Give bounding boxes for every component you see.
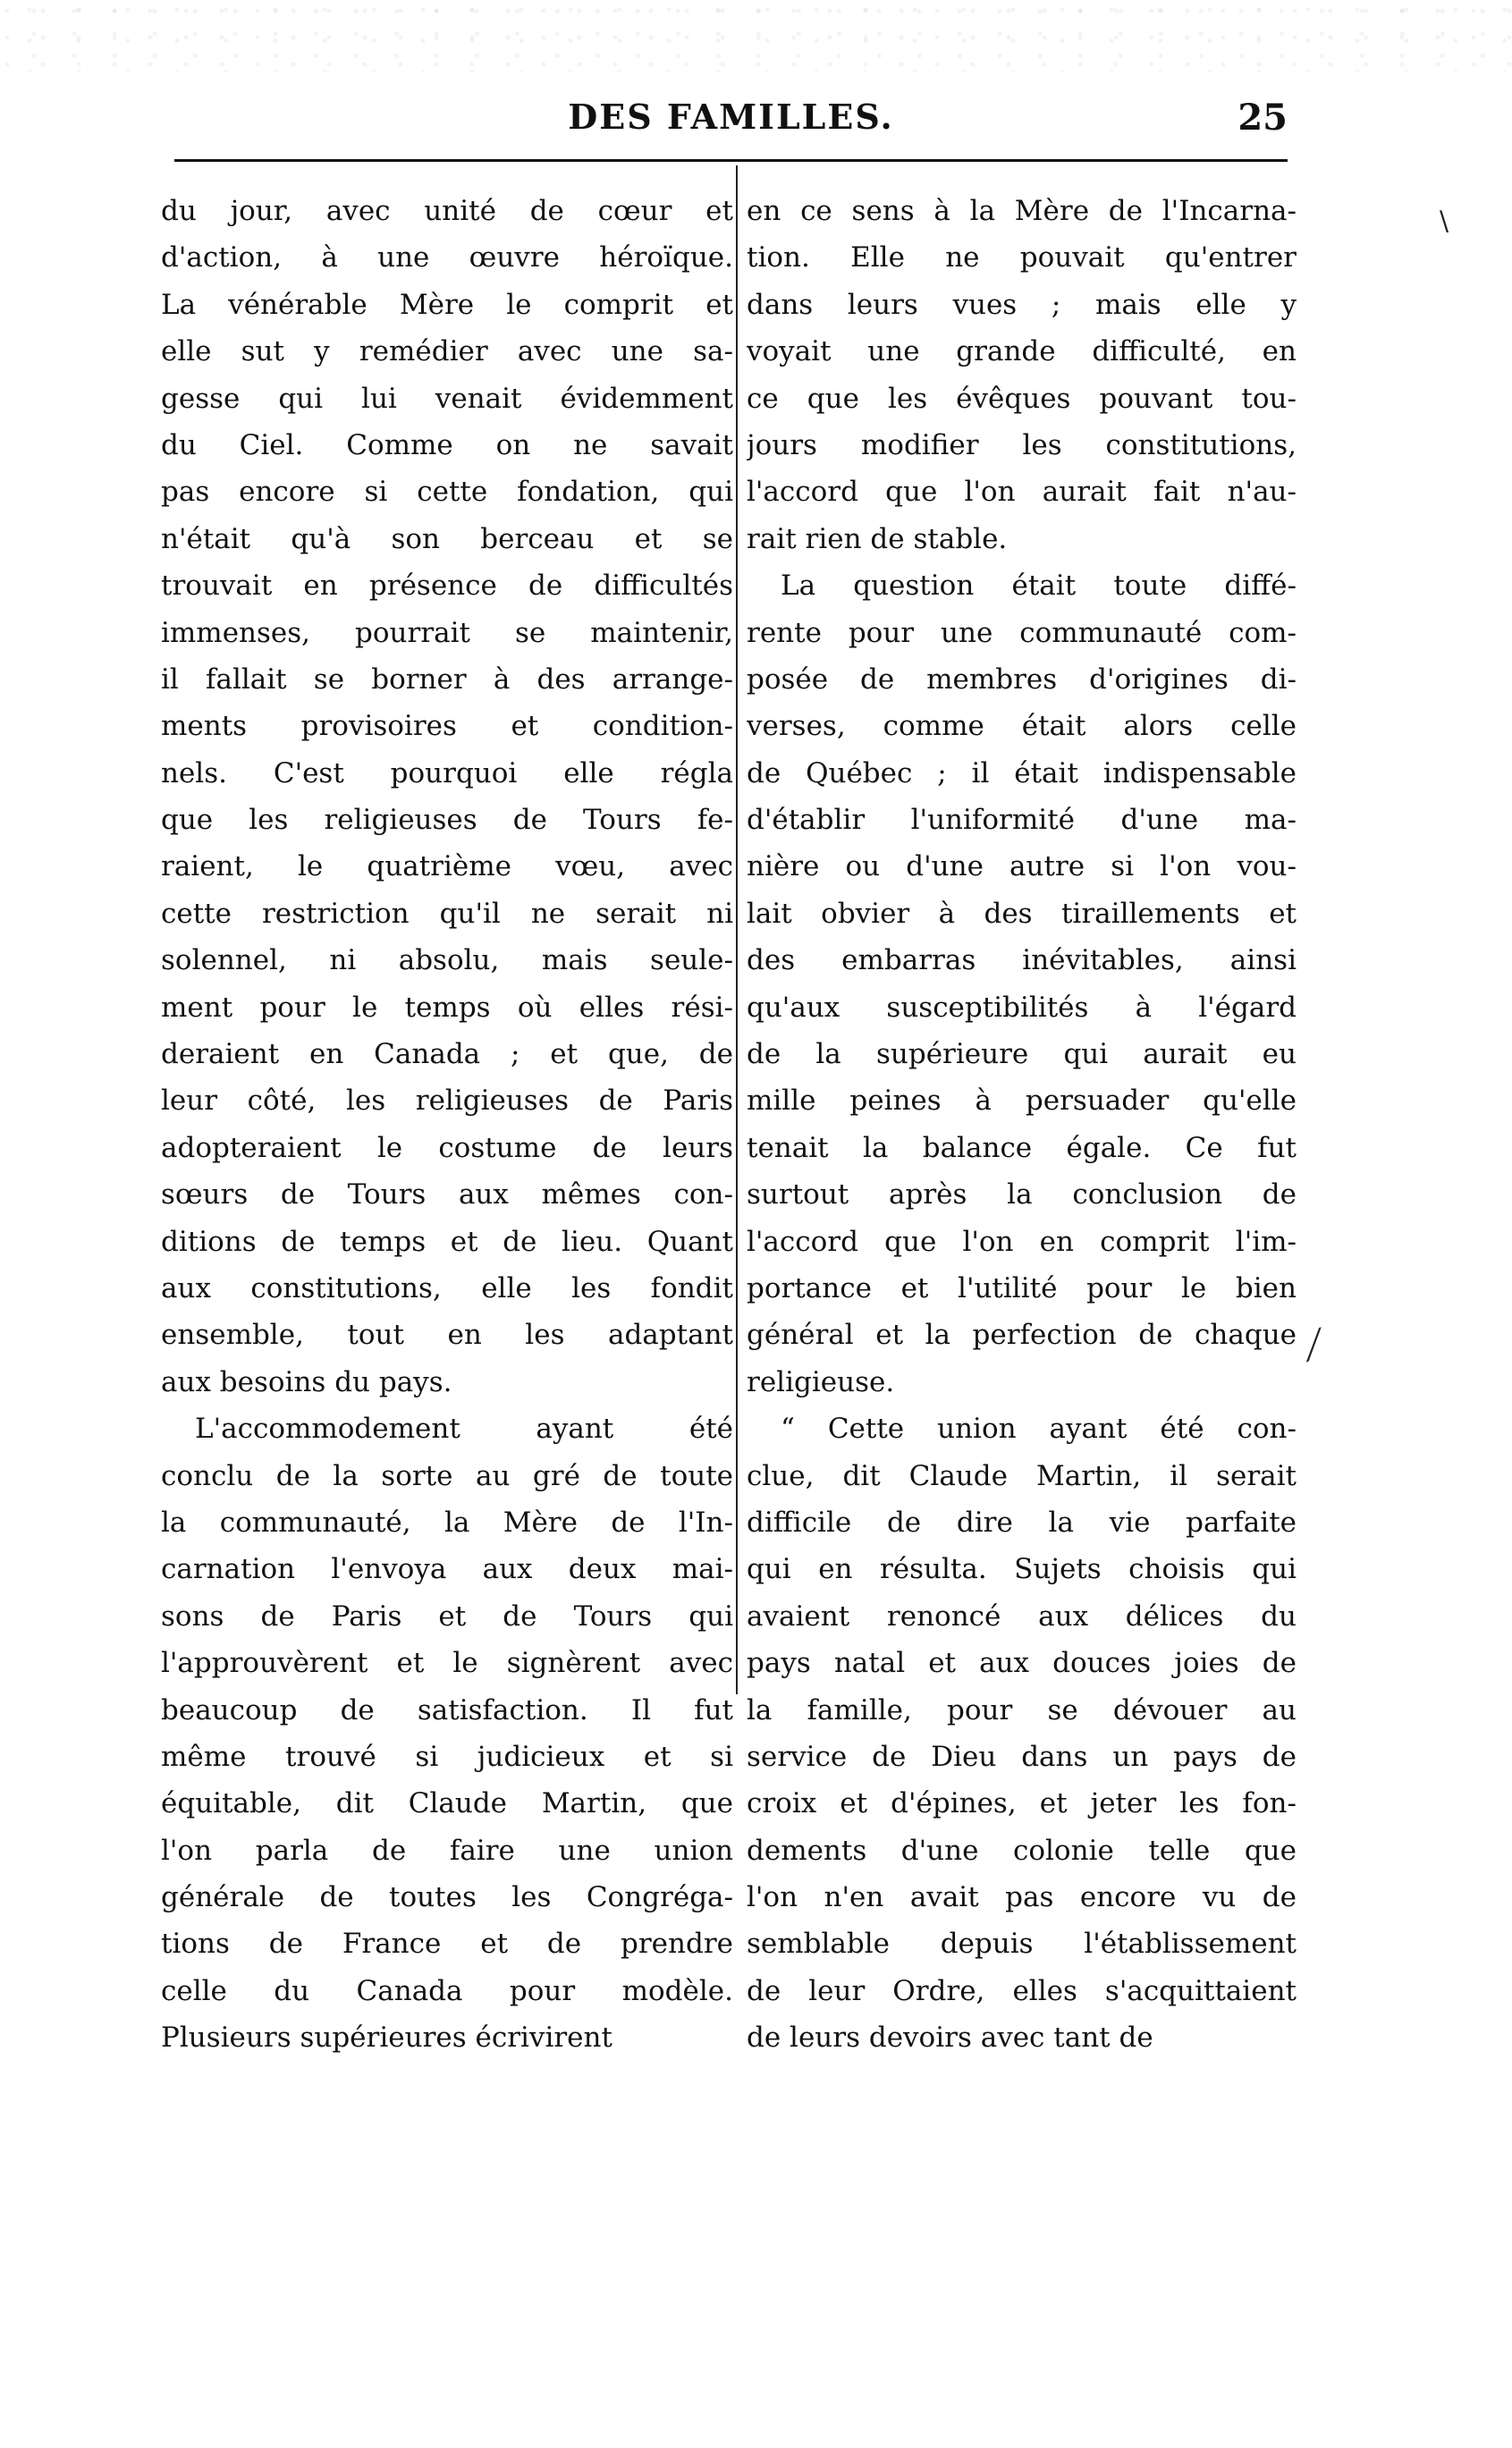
text-line: rente pour une communauté com- xyxy=(747,616,1297,649)
text-line: tions de France et de prendre xyxy=(161,1928,733,1961)
text-line: n'était qu'à son berceau et se xyxy=(161,522,733,555)
text-line: mille peines à persuader qu'elle xyxy=(747,1085,1297,1118)
text-line: aux constitutions, elle les fondit xyxy=(161,1271,733,1304)
text-line: ce que les évêques pouvant tou- xyxy=(747,382,1297,415)
text-line: “ Cette union ayant été con- xyxy=(781,1413,1297,1446)
text-line: celle du Canada pour modèle. xyxy=(161,1974,733,2007)
text-line: qu'aux susceptibilités à l'égard xyxy=(747,991,1297,1024)
text-line: beaucoup de satisfaction. Il fut xyxy=(161,1693,733,1726)
text-line: de leurs devoirs avec tant de xyxy=(747,2022,1153,2055)
text-line: ditions de temps et de lieu. Quant xyxy=(161,1225,733,1258)
text-line: L'accommodement ayant été xyxy=(195,1413,733,1446)
text-line: La question était toute diffé- xyxy=(781,570,1297,603)
text-line: l'accord que l'on aurait fait n'au- xyxy=(747,476,1297,509)
text-line: d'action, à une œuvre héroïque. xyxy=(161,241,733,274)
text-line: l'on n'en avait pas encore vu de xyxy=(747,1881,1297,1914)
page-number: 25 xyxy=(1237,97,1288,139)
text-line: tion. Elle ne pouvait qu'entrer xyxy=(747,241,1297,274)
left-column xyxy=(161,188,733,2062)
text-line: ments provisoires et condition- xyxy=(161,710,733,743)
text-line: d'établir l'uniformité d'une ma- xyxy=(747,804,1297,837)
text-line: même trouvé si judicieux et si xyxy=(161,1740,733,1773)
text-line: lait obvier à des tiraillements et xyxy=(747,897,1297,930)
text-line: pas encore si cette fondation, qui xyxy=(161,476,733,509)
text-line: semblable depuis l'établissement xyxy=(747,1928,1297,1961)
scan-noise xyxy=(0,0,1512,72)
text-line: de leur Ordre, elles s'acquittaient xyxy=(747,1974,1297,2007)
text-line: posée de membres d'origines di- xyxy=(747,663,1297,696)
header-rule xyxy=(174,159,1288,162)
running-title: DES FAMILLES. xyxy=(568,97,894,137)
page-header xyxy=(174,97,1288,159)
text-line: dans leurs vues ; mais elle y xyxy=(747,288,1297,321)
text-line: sœurs de Tours aux mêmes con- xyxy=(161,1178,733,1211)
text-line: qui en résulta. Sujets choisis qui xyxy=(747,1553,1297,1586)
text-line: la communauté, la Mère de l'In- xyxy=(161,1506,733,1539)
text-line: conclu de la sorte au gré de toute xyxy=(161,1459,733,1492)
text-line: clue, dit Claude Martin, il serait xyxy=(747,1459,1297,1492)
text-line: tenait la balance égale. Ce fut xyxy=(747,1131,1297,1164)
text-line: verses, comme était alors celle xyxy=(747,710,1297,743)
text-line: général et la perfection de chaque xyxy=(747,1319,1297,1352)
text-line: rait rien de stable. xyxy=(747,522,1008,555)
text-line: raient, le quatrième vœu, avec xyxy=(161,850,733,883)
text-line: ensemble, tout en les adaptant xyxy=(161,1319,733,1352)
text-line: service de Dieu dans un pays de xyxy=(747,1740,1297,1773)
text-line: portance et l'utilité pour le bien xyxy=(747,1271,1297,1304)
text-line: pays natal et aux douces joies de xyxy=(747,1647,1297,1680)
text-line: croix et d'épines, et jeter les fon- xyxy=(747,1787,1297,1820)
text-line: sons de Paris et de Tours qui xyxy=(161,1600,733,1633)
text-line: nière ou d'une autre si l'on vou- xyxy=(747,850,1297,883)
text-line: voyait une grande difficulté, en xyxy=(747,335,1297,368)
text-line: trouvait en présence de difficultés xyxy=(161,570,733,603)
text-line: solennel, ni absolu, mais seule- xyxy=(161,944,733,977)
text-line: équitable, dit Claude Martin, que xyxy=(161,1787,733,1820)
text-line: surtout après la conclusion de xyxy=(747,1178,1297,1211)
column-divider xyxy=(736,165,738,1694)
right-column xyxy=(747,188,1297,2062)
text-line: immenses, pourrait se maintenir, xyxy=(161,616,733,649)
text-line: de Québec ; il était indispensable xyxy=(747,756,1297,789)
text-line: jours modifier les constitutions, xyxy=(747,428,1297,461)
text-line: religieuse. xyxy=(747,1365,895,1398)
pen-stroke-mark: ⟋ xyxy=(1294,1320,1334,1371)
text-line: La vénérable Mère le comprit et xyxy=(161,288,733,321)
text-line: deraient en Canada ; et que, de xyxy=(161,1038,733,1071)
text-line: Plusieurs supérieures écrivirent xyxy=(161,2022,612,2055)
text-line: leur côté, les religieuses de Paris xyxy=(161,1085,733,1118)
text-line: la famille, pour se dévouer au xyxy=(747,1693,1297,1726)
text-line: du Ciel. Comme on ne savait xyxy=(161,428,733,461)
text-line: l'approuvèrent et le signèrent avec xyxy=(161,1647,733,1680)
text-line: l'on parla de faire une union xyxy=(161,1834,733,1867)
text-line: l'accord que l'on en comprit l'im- xyxy=(747,1225,1297,1258)
text-line: avaient renoncé aux délices du xyxy=(747,1600,1297,1633)
text-line: gesse qui lui venait évidemment xyxy=(161,382,733,415)
text-line: il fallait se borner à des arrange- xyxy=(161,663,733,696)
text-line: elle sut y remédier avec une sa- xyxy=(161,335,733,368)
text-line: nels. C'est pourquoi elle régla xyxy=(161,756,733,789)
text-line: générale de toutes les Congréga- xyxy=(161,1881,733,1914)
text-line: dements d'une colonie telle que xyxy=(747,1834,1297,1867)
text-line: que les religieuses de Tours fe- xyxy=(161,804,733,837)
text-line: aux besoins du pays. xyxy=(161,1365,452,1398)
text-line: en ce sens à la Mère de l'Incarna- xyxy=(747,195,1297,227)
margin-mark: \ xyxy=(1440,206,1449,237)
text-line: des embarras inévitables, ainsi xyxy=(747,944,1297,977)
text-line: du jour, avec unité de cœur et xyxy=(161,195,733,227)
text-line: cette restriction qu'il ne serait ni xyxy=(161,897,733,930)
text-line: de la supérieure qui aurait eu xyxy=(747,1038,1297,1071)
text-line: adopteraient le costume de leurs xyxy=(161,1131,733,1164)
text-line: ment pour le temps où elles rési- xyxy=(161,991,733,1024)
text-line: carnation l'envoya aux deux mai- xyxy=(161,1553,733,1586)
text-line: difficile de dire la vie parfaite xyxy=(747,1506,1297,1539)
